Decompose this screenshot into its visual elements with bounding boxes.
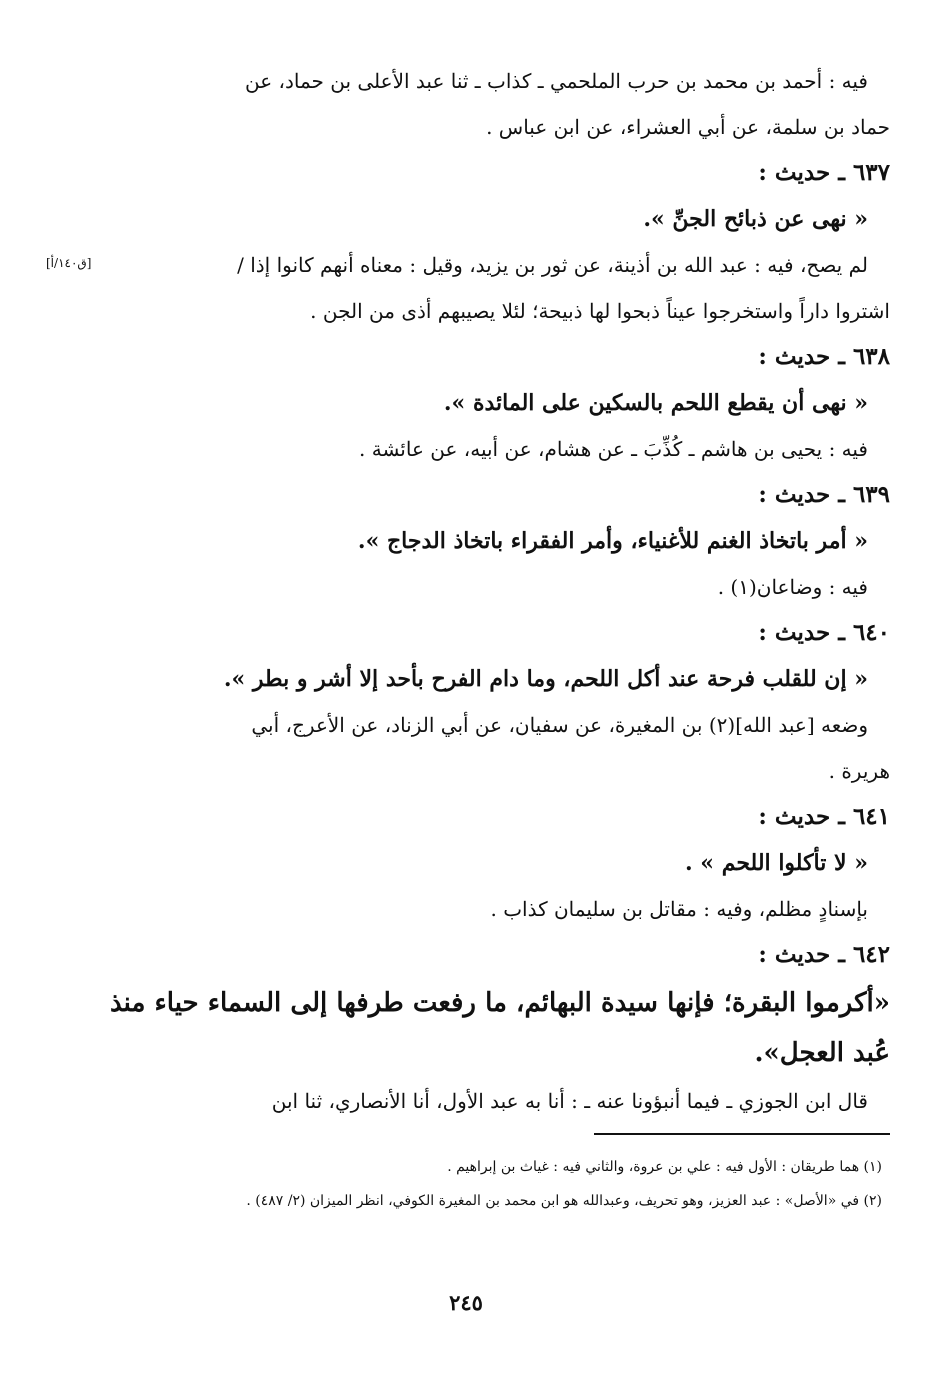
- footnote-2: (٢) في «الأصل» : عبد العزيز، وهو تحريف، وعبدالله هو ابن محمد بن المغيرة الكوفي، انظر الميزان (٢/ ٤٨٧) .: [246, 1193, 882, 1209]
- hadith-heading-637: ٦٣٧ ـ حديث :: [758, 159, 890, 186]
- text-line: فيه : يحيى بن هاشم ـ كُذِّبَ ـ عن هشام، عن أبيه، عن عائشة .: [359, 437, 868, 461]
- page-number: ٢٤٥: [449, 1290, 483, 1315]
- text-line: فيه : وضاعان(١) .: [717, 575, 868, 599]
- manuscript-folio-note: [ق١٤٠/أ]: [46, 256, 92, 270]
- footnote-separator: [594, 1133, 890, 1135]
- hadith-text-637: « نهى عن ذبائح الجنِّ ».: [643, 206, 868, 232]
- text-line: قال ابن الجوزي ـ فيما أنبؤونا عنه ـ : أنا به عبد الأول، أنا الأنصاري، ثنا ابن: [271, 1089, 868, 1113]
- hadith-heading-640: ٦٤٠ ـ حديث :: [758, 619, 890, 646]
- text-line: لم يصح، فيه : عبد الله بن أذينة، عن ثور بن يزيد، وقيل : معناه أنهم كانوا إذا /: [237, 253, 868, 277]
- text-line: هريرة .: [828, 759, 890, 783]
- text-line: وضعه [عبد الله](٢) بن المغيرة، عن سفيان، عن أبي الزناد، عن الأعرج، أبي: [251, 713, 868, 737]
- text-line: اشتروا داراً واستخرجوا عيناً ذبحوا لها ذبيحة؛ لئلا يصيبهم أذى من الجن .: [310, 299, 890, 323]
- text-line-with-margin: [46, 242, 890, 288]
- hadith-text-638: « نهى أن يقطع اللحم بالسكين على المائدة ».: [443, 390, 868, 416]
- hadith-heading-641: ٦٤١ ـ حديث :: [758, 803, 890, 830]
- footnotes: [110, 1150, 890, 1218]
- text-line: بإسنادٍ مظلم، وفيه : مقاتل بن سليمان كذاب .: [490, 897, 868, 921]
- hadith-text-640: « إن للقلب فرحة عند أكل اللحم، وما دام الفرح بأحد إلا أشر و بطر ».: [223, 666, 868, 692]
- hadith-heading-639: ٦٣٩ ـ حديث :: [758, 481, 890, 508]
- hadith-text-642: «أكرموا البقرة؛ فإنها سيدة البهائم، ما رفعت طرفها إلى السماء حياء منذ عُبد العجل».: [110, 988, 890, 1068]
- hadith-text-639: « أمر باتخاذ الغنم للأغنياء، وأمر الفقراء باتخاذ الدجاج ».: [357, 528, 868, 554]
- hadith-heading-638: ٦٣٨ ـ حديث :: [758, 343, 890, 370]
- text-line: حماد بن سلمة، عن أبي العشراء، عن ابن عباس .: [486, 115, 890, 139]
- hadith-text-641: « لا تأكلوا اللحم » .: [684, 850, 868, 876]
- hadith-heading-642: ٦٤٢ ـ حديث :: [758, 941, 890, 968]
- main-text: [46, 58, 890, 1124]
- text-line: فيه : أحمد بن محمد بن حرب الملحمي ـ كذاب ـ ثنا عبد الأعلى بن حماد، عن: [244, 69, 868, 93]
- footnote-1: (١) هما طريقان : الأول فيه : علي بن عروة، والثاني فيه : غياث بن إبراهيم .: [447, 1159, 882, 1175]
